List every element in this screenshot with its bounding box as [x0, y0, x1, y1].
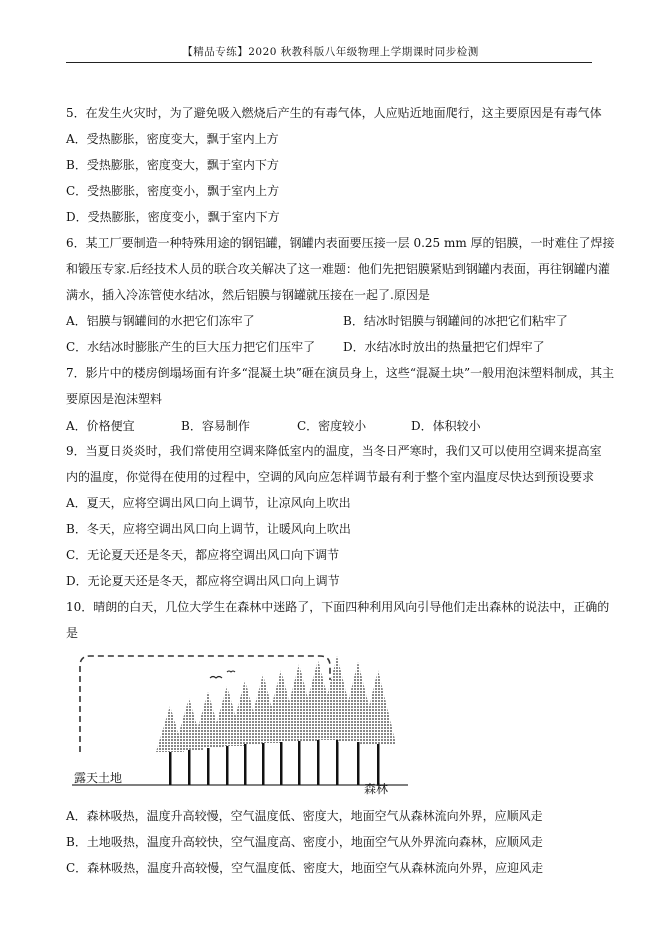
q10-stem-line-2: 是 — [66, 626, 79, 640]
q9-option-b: B．冬天，应将空调出风口向上调节，让暖风向上吹出 — [66, 522, 351, 536]
q9-option-c: C．无论夏天还是冬天，都应将空调出风口向下调节 — [66, 548, 340, 562]
page-header: 【精品专练】2020 秋教科版八年级物理上学期课时同步检测 — [182, 46, 479, 58]
forest-label: 森林 — [364, 782, 389, 796]
q7-option-d: D．体积较小 — [411, 419, 481, 433]
q6-option-a: A．铝膜与钢罐间的水把它们冻牢了 — [66, 314, 255, 328]
q10-option-a: A．森林吸热，温度升高较慢，空气温度低、密度大，地面空气从森林流向外界，应顺风走 — [66, 809, 543, 823]
q7-stem-line-1: 7．影片中的楼房倒塌场面有许多“混凝土块”砸在演员身上，这些“混凝土块”一般用泡沫塑料制成，其主 — [66, 366, 615, 380]
q7-stem-line-2: 要原因是泡沫塑料 — [66, 392, 163, 406]
q10-option-b: B．土地吸热，温度升高较快，空气温度高、密度小，地面空气从外界流向森林，应顺风走 — [66, 835, 543, 849]
q9-stem-line-2: 内的温度，你觉得在使用的过程中，空调的风向应怎样调节最有利于整个室内温度尽快达到预设要求 — [66, 470, 595, 484]
q6-option-b: B．结冰时铝膜与钢罐间的冰把它们粘牢了 — [343, 314, 568, 328]
q6-option-d: D．水结冰时放出的热量把它们焊牢了 — [343, 340, 545, 354]
bird-icon — [210, 677, 222, 679]
q6-stem-line-3: 满水，插入冷冻管使水结冰，然后铝膜与钢罐就压接在一起了.原因是 — [66, 288, 430, 302]
bird-icon — [227, 671, 235, 672]
header-divider — [66, 62, 592, 63]
forest-diagram — [72, 652, 408, 796]
q9-stem-line-1: 9．当夏日炎炎时，我们常使用空调来降低室内的温度，当冬日严寒时，我们又可以使用空调来提高室 — [66, 444, 602, 458]
q5-option-a: A．受热膨胀，密度变大，飘于室内上方 — [66, 132, 279, 146]
q7-option-c: C．密度较小 — [297, 419, 367, 433]
q10-option-c: C．森林吸热，温度升高较慢，空气温度低、密度大，地面空气从森林流向外界，应迎风走 — [66, 861, 544, 875]
q10-stem-line-1: 10．晴朗的白天，几位大学生在森林中迷路了，下面四种利用风向引导他们走出森林的说法中，正确的 — [66, 600, 610, 614]
q5-option-d: D．受热膨胀，密度变小，飘于室内下方 — [66, 210, 280, 224]
q9-option-a: A．夏天，应将空调出风口向上调节，让凉风向上吹出 — [66, 496, 351, 510]
q5-option-c: C．受热膨胀，密度变小，飘于室内上方 — [66, 184, 280, 198]
q6-stem-line-2: 和锻压专家.后经技术人员的联合攻关解决了这一难题：他们先把铝膜紧贴到钢罐内表面，再往钢罐内灌 — [66, 262, 610, 276]
q9-option-d: D．无论夏天还是冬天，都应将空调出风口向上调节 — [66, 574, 340, 588]
tree-12 — [360, 670, 396, 785]
q5-option-b: B．受热膨胀，密度变大，飘于室内下方 — [66, 158, 279, 172]
q6-option-c: C．水结冰时膨胀产生的巨大压力把它们压牢了 — [66, 340, 316, 354]
q7-option-b: B．容易制作 — [181, 419, 250, 433]
q6-stem-line-1: 6．某工厂要制造一种特殊用途的钢铝罐，钢罐内表面要压接一层 0.25 mm 厚的铝膜，一时难住了焊接 — [66, 236, 615, 250]
q5-stem: 5．在发生火灾时，为了避免吸入燃烧后产生的有毒气体，人应贴近地面爬行，这主要原因是有毒气体 — [66, 106, 602, 120]
open-land-label: 露天土地 — [74, 771, 123, 785]
q7-option-a: A．价格便宜 — [66, 419, 135, 433]
